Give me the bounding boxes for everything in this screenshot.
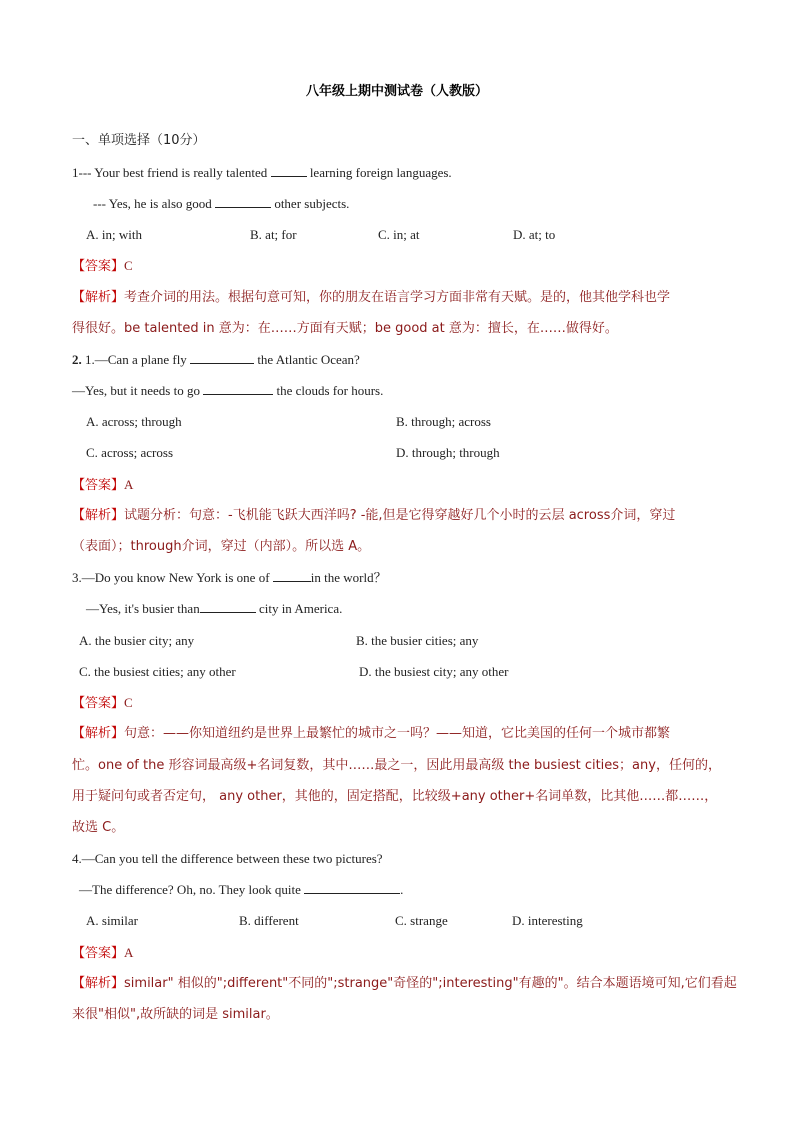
q1-analysis-text-1: 考查介词的用法。根据句意可知，你的朋友在语言学习方面非常有天赋。是的，他其他学科也学 <box>124 290 671 305</box>
q1-option-d: D. at; to <box>513 227 556 242</box>
q1-analysis-line-1 <box>72 289 670 306</box>
blank-line <box>215 195 271 208</box>
question-2-stem <box>72 351 360 368</box>
q3-analysis-line-3: 用于疑问句或者否定句， any other，其他的，固定搭配，比较级+any other+名词单数，比其他……都……， <box>72 789 718 804</box>
q1-analysis-line-2: 得很好。be talented in 意为：在……方面有天赋；be good at 意为：擅长，在……做得好。 <box>72 321 618 336</box>
blank-line <box>271 164 307 177</box>
q4-answer <box>72 944 133 962</box>
section-heading: 一、单项选择（10分） <box>72 133 206 148</box>
q3-answer-value: C <box>124 695 133 710</box>
q4-option-a: A. similar <box>86 913 138 928</box>
q1-answer-value: C <box>124 258 133 273</box>
q3-option-a: A. the busier city; any <box>79 633 195 648</box>
q2-number: 2. <box>72 352 82 367</box>
q2-analysis-line-1 <box>72 507 675 524</box>
q1-reply-part-2: other subjects. <box>271 196 350 211</box>
q3-analysis-line-2: 忙。one of the 形容词最高级+名词复数，其中……最之一，因此用最高级 the busiest cities；any，任何的， <box>72 758 721 773</box>
analysis-tag: 【解析】 <box>72 726 125 741</box>
q2-analysis-line-2: （表面）；through介词，穿过（内部）。所以选 A。 <box>72 539 371 554</box>
answer-tag: 【答案】 <box>72 696 125 711</box>
question-4-stem: 4.—Can you tell the difference between these two pictures? <box>72 851 383 866</box>
q2-stem-part-2: the Atlantic Ocean? <box>254 352 360 367</box>
question-3-stem <box>72 569 387 586</box>
q4-answer-value: A <box>124 945 134 960</box>
blank-line <box>304 881 400 894</box>
q3-option-c: C. the busiest cities; any other <box>79 664 236 679</box>
q2-option-c: C. across; across <box>86 445 174 460</box>
q4-analysis-line-2: 来很"相似",故所缺的词是 similar。 <box>72 1007 279 1022</box>
answer-tag: 【答案】 <box>72 478 125 493</box>
q1-option-c: C. in; at <box>378 227 420 242</box>
q2-stem-part-1: 1.—Can a plane fly <box>81 352 191 367</box>
q3-stem-part-2: in the world？ <box>310 570 387 585</box>
question-4-reply <box>79 881 403 898</box>
q3-reply-part-1: —Yes, it's busier than <box>86 601 200 616</box>
q4-reply-part-1: —The difference? Oh, no. They look quite <box>79 882 305 897</box>
q3-option-b: B. the busier cities; any <box>356 633 479 648</box>
q2-option-d: D. through; through <box>396 445 500 460</box>
q4-option-d: D. interesting <box>512 913 583 928</box>
q1-reply-part-1: --- Yes, he is also good <box>93 196 216 211</box>
q1-answer <box>72 257 133 275</box>
q4-analysis-line-1 <box>72 975 737 992</box>
answer-tag: 【答案】 <box>72 946 125 961</box>
analysis-tag: 【解析】 <box>72 976 125 991</box>
question-3-reply <box>86 600 342 617</box>
q2-reply-part-1: —Yes, but it needs to go <box>72 383 204 398</box>
q2-answer-value: A <box>124 477 134 492</box>
answer-tag: 【答案】 <box>72 259 125 274</box>
q4-analysis-text-1: similar" 相似的";different"不同的";strange"奇怪的";interesting"有趣的"。结合本题语境可知,它们看起 <box>124 976 737 991</box>
q2-option-b: B. through; across <box>396 414 491 429</box>
q1-option-a: A. in; with <box>86 227 142 242</box>
q1-stem-part-1: 1--- Your best friend is really talented <box>72 165 271 180</box>
blank-line <box>273 569 311 582</box>
q3-option-d: D. the busiest city; any other <box>359 664 509 679</box>
question-1-reply <box>93 195 349 212</box>
page-title: 八年级上期中测试卷（人教版） <box>305 84 488 99</box>
q1-option-b: B. at; for <box>250 227 297 242</box>
analysis-tag: 【解析】 <box>72 290 125 305</box>
q3-reply-part-2: city in America. <box>255 601 343 616</box>
q2-reply-part-2: the clouds for hours. <box>273 383 384 398</box>
q3-stem-part-1: 3.—Do you know New York is one of <box>72 570 273 585</box>
blank-line <box>203 382 273 395</box>
question-1-stem <box>72 164 452 181</box>
q3-analysis-line-1 <box>72 725 670 742</box>
q3-analysis-line-4: 故选 C。 <box>72 820 125 835</box>
q2-answer <box>72 476 133 494</box>
q4-option-c: C. strange <box>395 913 448 928</box>
blank-line <box>200 600 256 613</box>
q2-option-a: A. across; through <box>86 414 182 429</box>
q4-reply-part-2: . <box>400 882 404 897</box>
q3-answer <box>72 694 133 712</box>
analysis-tag: 【解析】 <box>72 508 125 523</box>
question-2-reply <box>72 382 383 399</box>
q2-analysis-text-1: 试题分析：句意：-飞机能飞跃大西洋吗? -能,但是它得穿越好几个小时的云层 across介词，穿过 <box>124 508 676 523</box>
q3-analysis-text-1: 句意：——你知道纽约是世界上最繁忙的城市之一吗？——知道，它比美国的任何一个城市都繁 <box>124 726 671 741</box>
q4-option-b: B. different <box>239 913 299 928</box>
q1-stem-part-2: learning foreign languages. <box>306 165 452 180</box>
blank-line <box>190 351 254 364</box>
